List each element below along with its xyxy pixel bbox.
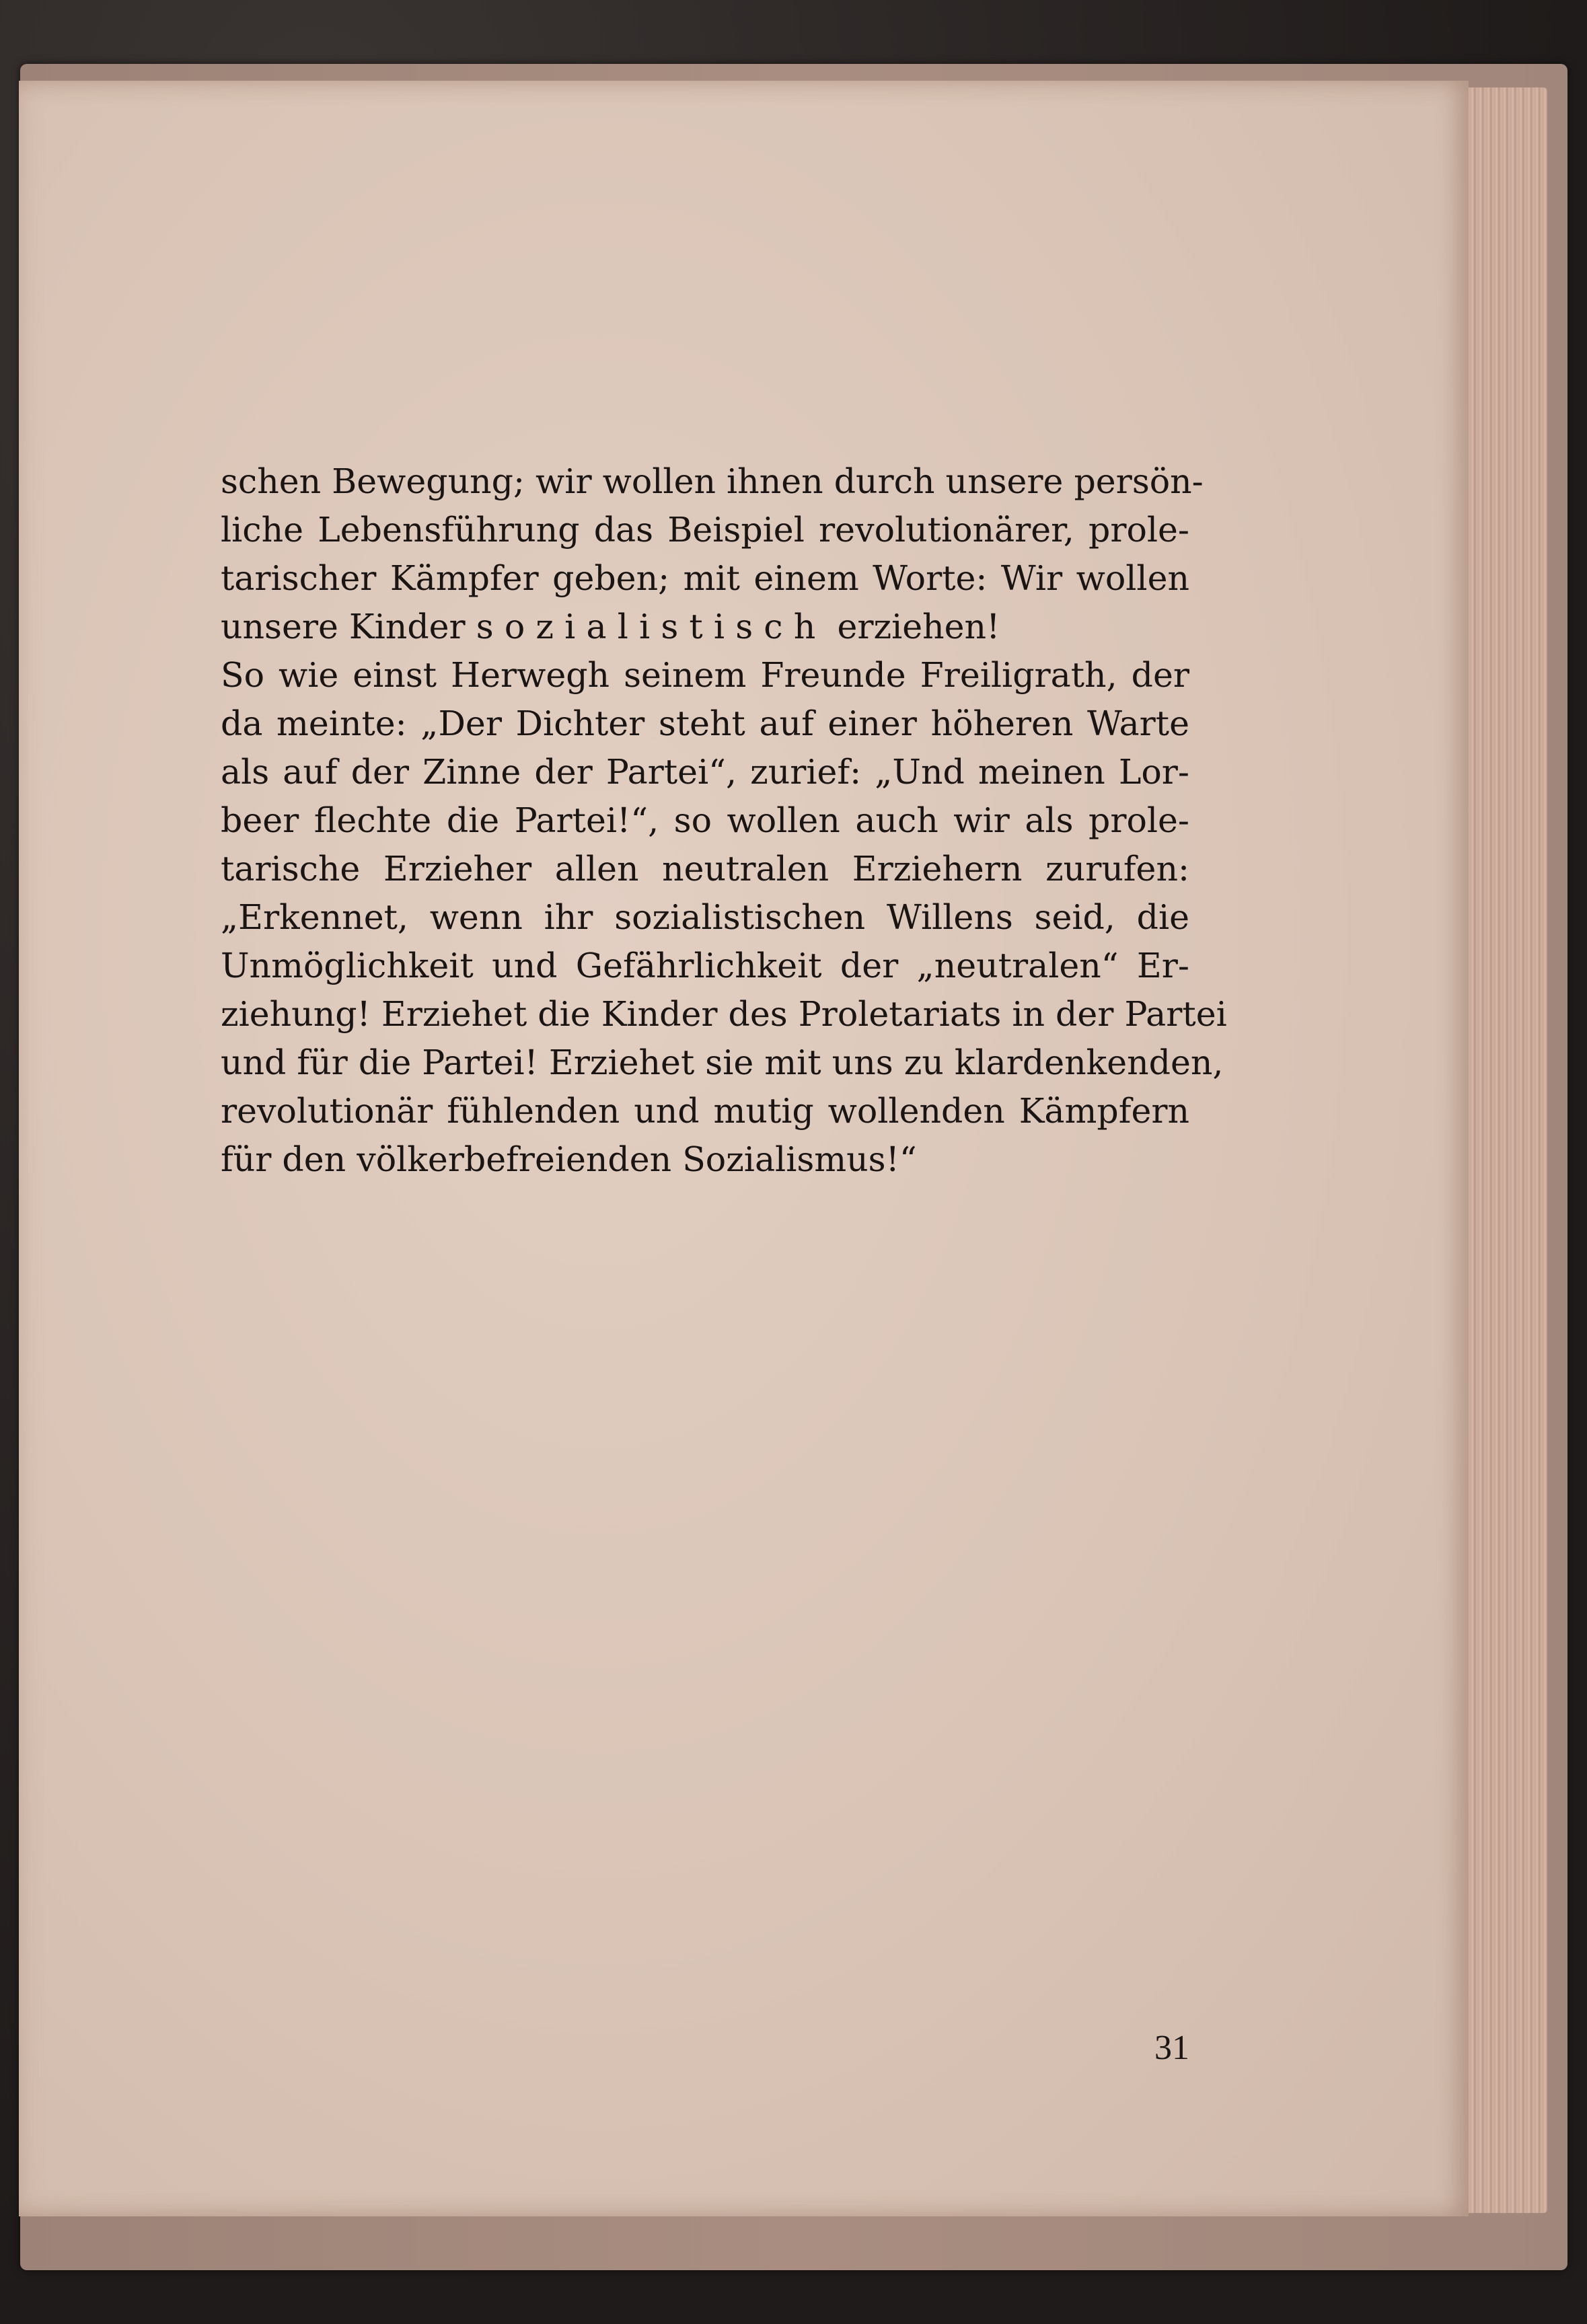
text-fragment: unsere Kinder	[221, 607, 466, 646]
text-fragment: erziehen!	[837, 607, 1000, 646]
text-line: „Erkennet, wenn ihr sozialistischen Willens seid, die	[221, 897, 1189, 937]
text-line: revolutionär fühlenden und mutig wollenden Kämpfern	[221, 1091, 1189, 1131]
text-line	[221, 603, 1189, 651]
text-line: ziehung! Erziehet die Kinder des Proletariats in der Partei	[221, 994, 1227, 1034]
text-line: da meinte: „Der Dichter steht auf einer höheren Warte	[221, 704, 1189, 743]
text-line: liche Lebensführung das Beispiel revolutionärer, prole-	[221, 510, 1189, 550]
text-line: beer flechte die Partei!“, so wollen auch wir als prole-	[221, 800, 1189, 840]
body-text	[221, 457, 1227, 1184]
text-line: als auf der Zinne der Partei“, zurief: „Und meinen Lor-	[221, 752, 1189, 792]
emphasized-word: sozialistisch	[476, 607, 827, 646]
text-line: tarischer Kämpfer geben; mit einem Worte: Wir wollen	[221, 558, 1189, 598]
text-line: schen Bewegung; wir wollen ihnen durch unsere persön-	[221, 461, 1204, 501]
text-line: und für die Partei! Erziehet sie mit uns zu klardenkenden,	[221, 1043, 1224, 1082]
text-line: Unmöglichkeit und Gefährlichkeit der „neutralen“ Er-	[221, 946, 1189, 985]
text-line: So wie einst Herwegh seinem Freunde Freiligrath, der	[221, 655, 1189, 695]
text-line: für den völkerbefreienden Sozialismus!“	[221, 1139, 917, 1179]
page-number: 31	[1154, 2029, 1189, 2067]
text-line: tarische Erzieher allen neutralen Erziehern zurufen:	[221, 849, 1189, 889]
book-page	[19, 81, 1469, 2216]
